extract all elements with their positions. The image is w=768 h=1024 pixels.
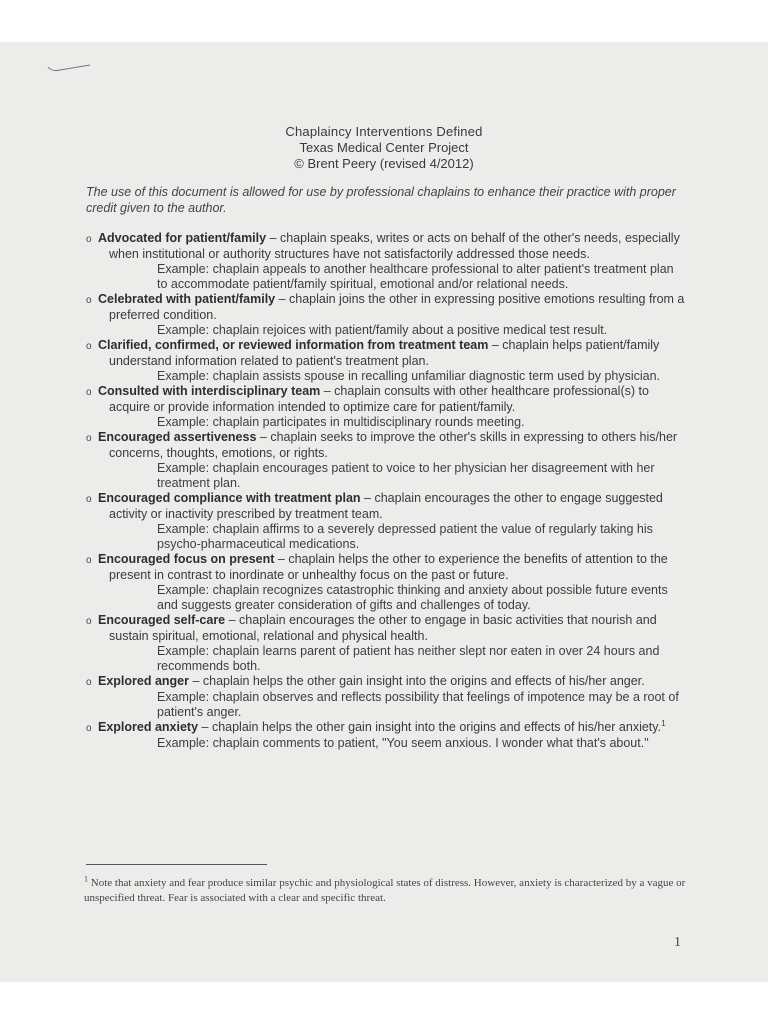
intervention-example: Example: chaplain appeals to another healthcare professional to alter patient's treatment plan to accommodate patient/family spiritual, emotional and/or relational needs.: [157, 262, 674, 291]
bullet-icon: o: [86, 234, 92, 245]
intervention-term: Encouraged assertiveness: [98, 430, 257, 444]
intervention-example: Example: chaplain recognizes catastrophic thinking and anxiety about possible future events and suggests greater consideration of gifts and challenges of today.: [157, 583, 668, 612]
intervention-item: [86, 384, 686, 430]
author-line: © Brent Peery (revised 4/2012): [294, 156, 474, 171]
intervention-item: [86, 674, 686, 720]
document-header: [0, 124, 768, 172]
intervention-description: – chaplain helps the other gain insight into the origins and effects of his/her anger.: [189, 674, 645, 688]
intervention-definition: [86, 613, 686, 644]
intervention-example: Example: chaplain encourages patient to voice to her physician her disagreement with her treatment plan.: [157, 461, 655, 490]
pen-mark: [46, 60, 94, 74]
intervention-term: Celebrated with patient/family: [98, 292, 276, 306]
intervention-definition: [86, 384, 686, 415]
bullet-icon: o: [86, 555, 92, 566]
bullet-icon: o: [86, 494, 92, 505]
intervention-example: Example: chaplain comments to patient, "You seem anxious. I wonder what that's about.": [157, 736, 649, 750]
document-title: Chaplaincy Interventions Defined: [285, 124, 483, 139]
intervention-term: Clarified, confirmed, or reviewed information from treatment team: [98, 338, 489, 352]
bullet-icon: o: [86, 723, 92, 734]
intervention-definition: [86, 292, 686, 323]
intervention-description: – chaplain consults with other healthcare professional(s) to acquire or provide information intended to optimize care for patient/family.: [109, 384, 649, 414]
intervention-term: Encouraged self-care: [98, 613, 226, 627]
intervention-item: [86, 552, 686, 613]
interventions-list: [86, 231, 686, 751]
intervention-description: – chaplain encourages the other to engage suggested activity or inactivity prescribed by treatment team.: [109, 491, 663, 521]
intervention-definition: [86, 720, 686, 736]
footnote-marker: 1: [84, 874, 88, 884]
intervention-item: [86, 613, 686, 674]
bullet-icon: o: [86, 433, 92, 444]
intervention-description: – chaplain seeks to improve the other's skills in expressing to others his/her concerns, thoughts, emotions, or rights.: [109, 430, 678, 460]
footnote: [84, 876, 688, 906]
footnote-text: Note that anxiety and fear produce similar psychic and physiological states of distress. However, anxiety is characterized by a vague or unspecified threat. Fear is associated with a clear and specific threat.: [84, 877, 686, 904]
intervention-item: [86, 292, 686, 338]
intervention-term: Encouraged compliance with treatment plan: [98, 491, 361, 505]
intervention-item: [86, 491, 686, 552]
intervention-item: [86, 338, 686, 384]
intervention-definition: [86, 430, 686, 461]
intervention-example: Example: chaplain learns parent of patient has neither slept nor eaten in over 24 hours and recommends both.: [157, 644, 660, 673]
intervention-term: Explored anxiety: [98, 720, 199, 734]
bullet-icon: o: [86, 295, 92, 306]
intervention-description: – chaplain helps the other gain insight into the origins and effects of his/her anxiety.: [198, 720, 662, 734]
bullet-icon: o: [86, 387, 92, 398]
intervention-description: – chaplain helps the other to experience the benefits of attention to the present in contrast to inordinate or unhealthy focus on the past or future.: [109, 552, 668, 582]
usage-notice: The use of this document is allowed for use by professional chaplains to enhance their practice with proper credit given to the author.: [86, 185, 676, 215]
footnote-divider: [86, 864, 267, 865]
intervention-term: Explored anger: [98, 674, 189, 688]
intervention-example: Example: chaplain assists spouse in recalling unfamiliar diagnostic term used by physician.: [157, 369, 661, 383]
intervention-term: Advocated for patient/family: [98, 231, 267, 245]
intervention-description: – chaplain encourages the other to engage in basic activities that nourish and sustain spiritual, emotional, relational and physical health.: [109, 613, 657, 643]
intervention-definition: [86, 338, 686, 369]
intervention-definition: [86, 552, 686, 583]
bullet-icon: o: [86, 677, 92, 688]
bullet-icon: o: [86, 341, 92, 352]
page-number: 1: [674, 935, 681, 950]
intervention-item: [86, 231, 686, 292]
intervention-definition: [86, 491, 686, 522]
intervention-term: Encouraged focus on present: [98, 552, 275, 566]
project-name: Texas Medical Center Project: [299, 140, 469, 155]
intervention-example: Example: chaplain observes and reflects possibility that feelings of impotence may be a root of patient's anger.: [157, 690, 679, 719]
intervention-description: – chaplain joins the other in expressing positive emotions resulting from a preferred condition.: [109, 292, 685, 322]
footnote-reference: 1: [661, 718, 666, 728]
intervention-definition: [86, 231, 686, 262]
intervention-description: – chaplain helps patient/family understand information related to patient's treatment plan.: [109, 338, 660, 368]
intervention-item: [86, 720, 686, 751]
intervention-description: – chaplain speaks, writes or acts on behalf of the other's needs, especially when institutional or authority structures have not satisfactorily addressed those needs.: [109, 231, 680, 261]
intervention-example: Example: chaplain rejoices with patient/family about a positive medical test result.: [157, 323, 608, 337]
intervention-example: Example: chaplain participates in multidisciplinary rounds meeting.: [157, 415, 525, 429]
bullet-icon: o: [86, 616, 92, 627]
intervention-item: [86, 430, 686, 491]
intervention-term: Consulted with interdisciplinary team: [98, 384, 321, 398]
intervention-definition: [86, 674, 686, 690]
intervention-example: Example: chaplain affirms to a severely depressed patient the value of regularly taking his psycho-pharmaceutical medications.: [157, 522, 653, 551]
